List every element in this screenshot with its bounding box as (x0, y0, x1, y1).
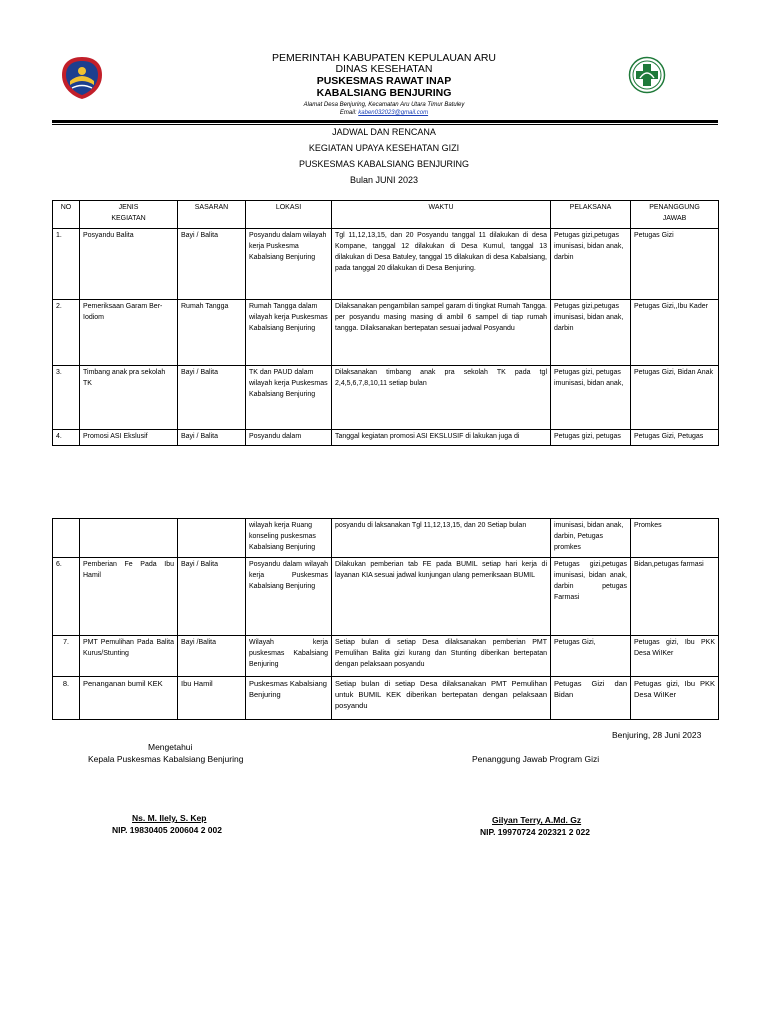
email-label: Email: (339, 110, 357, 116)
header-puskesmas: PUSKESMAS RAWAT INAP (316, 75, 452, 87)
table-row (53, 430, 719, 446)
col-header-pj-2: JAWAB (662, 215, 687, 222)
cell-penanggung-jawab: Petugas Gizi, Bidan Anak (631, 366, 719, 430)
col-header-pelaksana: PELAKSANA (551, 201, 631, 229)
kepala-puskesmas-label: Kepala Puskesmas Kabalsiang Benjuring (88, 754, 244, 764)
header-divider-thin (52, 124, 718, 125)
table-row (53, 558, 719, 636)
header-department: DINAS KESEHATAN (335, 63, 433, 75)
penanggung-jawab-label: Penanggung Jawab Program Gizi (472, 754, 600, 764)
cell-penanggung-jawab: Petugas gizi, Ibu PKK Desa WiIKer (631, 636, 719, 677)
table-row (53, 636, 719, 677)
cell-lokasi: Posyandu dalam (246, 430, 332, 446)
cell-jenis: Pemberian Fe Pada Ibu Hamil (80, 558, 178, 636)
header-divider-thick (52, 120, 718, 123)
sign-date: Benjuring, 28 Juni 2023 (612, 730, 702, 740)
col-header-waktu: WAKTU (332, 201, 551, 229)
header-location: KABALSIANG BENJURING (316, 87, 452, 99)
cell-pelaksana: Petugas gizi,petugas imunisasi, bidan anak, darbin petugas Farmasi (551, 558, 631, 636)
right-signer-nip: NIP. 19970724 202321 2 022 (480, 827, 590, 837)
cell-pelaksana: Petugas Gizi, (551, 636, 631, 677)
cell-sasaran (178, 519, 246, 558)
table-row (53, 300, 719, 366)
cell-jenis: Posyandu Balita (80, 229, 178, 300)
cell-waktu: Dilaksanakan timbang anak pra sekolah TK pada tgl 2,4,5,6,7,8,10,11 setiap bulan (332, 366, 551, 430)
cell-jenis: PMT Pemulihan Pada Balita Kurus/Stunting (80, 636, 178, 677)
cell-lokasi: TK dan PAUD dalam wilayah kerja Puskesmas Kabalsiang Benjuring (246, 366, 332, 430)
cell-waktu: Tgl 11,12,13,15, dan 20 Posyandu tanggal 11 dilakukan di desa Kompane, tanggal 12 dilakukan di Desa Kumul, tanggal 13 dilakukan di Desa Batuley, tanggal 15 dilakukan di desa Kabalsiang, pada tanggal 20 dilakukan di Desa Benjuring. (332, 229, 551, 300)
cell-sasaran: Bayi / Balita (178, 229, 246, 300)
cell-waktu: Tanggal kegiatan promosi ASI EKSLUSIF di lakukan juga di (332, 430, 551, 446)
col-header-pj-1: PENANGGUNG (649, 204, 700, 211)
table-row (53, 677, 719, 720)
col-header-jenis (80, 201, 178, 229)
cell-pelaksana: Petugas gizi, petugas (551, 430, 631, 446)
header-email-line (0, 108, 768, 119)
cell-jenis: Pemeriksaan Garam Ber-Iodiom (80, 300, 178, 366)
table-row (53, 519, 719, 558)
cell-no: 4. (53, 430, 80, 446)
cell-waktu: posyandu di laksanakan Tgl 11,12,13,15, dan 20 Setiap bulan (332, 519, 551, 558)
left-signer-nip: NIP. 19830405 200604 2 002 (112, 825, 222, 835)
cell-jenis (80, 519, 178, 558)
cell-lokasi: Wilayah kerja puskesmas Kabalsiang Benjuring (246, 636, 332, 677)
cell-penanggung-jawab: Petugas Gizi,,Ibu Kader (631, 300, 719, 366)
cell-lokasi: Rumah Tangga dalam wilayah kerja Puskesmas Kabalsiang Benjuring (246, 300, 332, 366)
cell-pelaksana: Petugas gizi,petugas imunisasi, bidan anak, darbin (551, 300, 631, 366)
cell-lokasi: Puskesmas Kabalsiang Benjuring (246, 677, 332, 720)
cell-no: 1. (53, 229, 80, 300)
cell-lokasi: Posyandu dalam wilayah kerja Puskesmas Kabalsiang Benjuring (246, 558, 332, 636)
title-line-3: PUSKESMAS KABALSIANG BENJURING (298, 159, 470, 169)
cell-no (53, 519, 80, 558)
cell-sasaran: Ibu Hamil (178, 677, 246, 720)
cell-pelaksana: imunisasi, bidan anak, darbin, Petugas promkes (551, 519, 631, 558)
cell-penanggung-jawab: Petugas Gizi (631, 229, 719, 300)
cell-penanggung-jawab: Bidan,petugas farmasi (631, 558, 719, 636)
right-signer-name: Gilyan Terry, A.Md. Gz (492, 815, 582, 825)
cell-waktu: Setiap bulan di setiap Desa dilaksanakan pemberian PMT Pemulihan Balita gizi kurang dan Stunting diberikan bertepatan dengan pelaksaan posyandu (332, 636, 551, 677)
cell-penanggung-jawab: Petugas Gizi, Petugas (631, 430, 719, 446)
col-header-no: NO (53, 201, 80, 229)
left-signer-name: Ns. M. Ilely, S. Kep (132, 813, 207, 823)
cell-waktu: Dilakukan pemberian tab FE pada BUMIL setiap hari kerja di layanan KIA sesuai jadwal kunjungan ulang pemeriksaan BUMIL (332, 558, 551, 636)
cell-waktu: Dilaksanakan pengambilan sampel garam di tingkat Rumah Tangga. per posyandu masing masing di ambil 6 sampel di tiap rumah tangga. Dilaksanakan bertepatan sesuai jadwal Posyandu (332, 300, 551, 366)
cell-no: 3. (53, 366, 80, 430)
col-header-lokasi: LOKASI (246, 201, 332, 229)
mengetahui-label: Mengetahui (148, 742, 193, 752)
cell-no: 8. (53, 677, 80, 720)
cell-sasaran: Bayi /Balita (178, 636, 246, 677)
col-header-penanggung-jawab (631, 201, 719, 229)
email-link[interactable]: kaben032023@gmail.com (358, 110, 429, 116)
cell-jenis: Timbang anak pra sekolah TK (80, 366, 178, 430)
title-line-1: JADWAL DAN RENCANA (332, 127, 436, 137)
col-header-jenis-2: KEGIATAN (111, 215, 146, 222)
cell-jenis: Penanganan bumil KEK (80, 677, 178, 720)
cell-sasaran: Rumah Tangga (178, 300, 246, 366)
cell-sasaran: Bayi / Balita (178, 366, 246, 430)
cell-lokasi: wilayah kerja Ruang konseling puskesmas Kabalsiang Benjuring (246, 519, 332, 558)
cell-pelaksana: Petugas gizi,petugas imunisasi, bidan anak, darbin (551, 229, 631, 300)
col-header-jenis-1: JENIS (118, 204, 139, 211)
cell-pelaksana: Petugas Gizi dan Bidan (551, 677, 631, 720)
title-line-4: Bulan JUNI 2023 (349, 175, 419, 185)
cell-sasaran: Bayi / Balita (178, 430, 246, 446)
cell-penanggung-jawab: Petugas gizi, Ibu PKK Desa WiIKer (631, 677, 719, 720)
header-government: PEMERINTAH KABUPATEN KEPULAUAN ARU (271, 52, 497, 64)
cell-no: 6. (53, 558, 80, 636)
table-row (53, 366, 719, 430)
col-header-sasaran: SASARAN (178, 201, 246, 229)
table-row (53, 229, 719, 300)
table-header-row (53, 201, 719, 229)
cell-sasaran: Bayi / Balita (178, 558, 246, 636)
cell-no: 2. (53, 300, 80, 366)
cell-no: 7. (53, 636, 80, 677)
cell-lokasi: Posyandu dalam wilayah kerja Puskesma Kabalsiang Benjuring (246, 229, 332, 300)
cell-pelaksana: Petugas gizi, petugas imunisasi, bidan anak, (551, 366, 631, 430)
schedule-table-page-1 (52, 200, 719, 446)
schedule-table-page-2 (52, 518, 719, 720)
cell-penanggung-jawab: Promkes (631, 519, 719, 558)
title-line-2: KEGIATAN UPAYA KESEHATAN GIZI (308, 143, 460, 153)
cell-waktu: Setiap bulan di setiap Desa dilaksanakan PMT Pemulihan untuk BUMIL KEK diberikan bertepatan dengan pelaksaan posyandu (332, 677, 551, 720)
cell-jenis: Promosi ASI Ekslusif (80, 430, 178, 446)
header-address: Alamat Desa Benjuring, Kecamatan Aru Utara Timur Batuley (303, 102, 465, 108)
